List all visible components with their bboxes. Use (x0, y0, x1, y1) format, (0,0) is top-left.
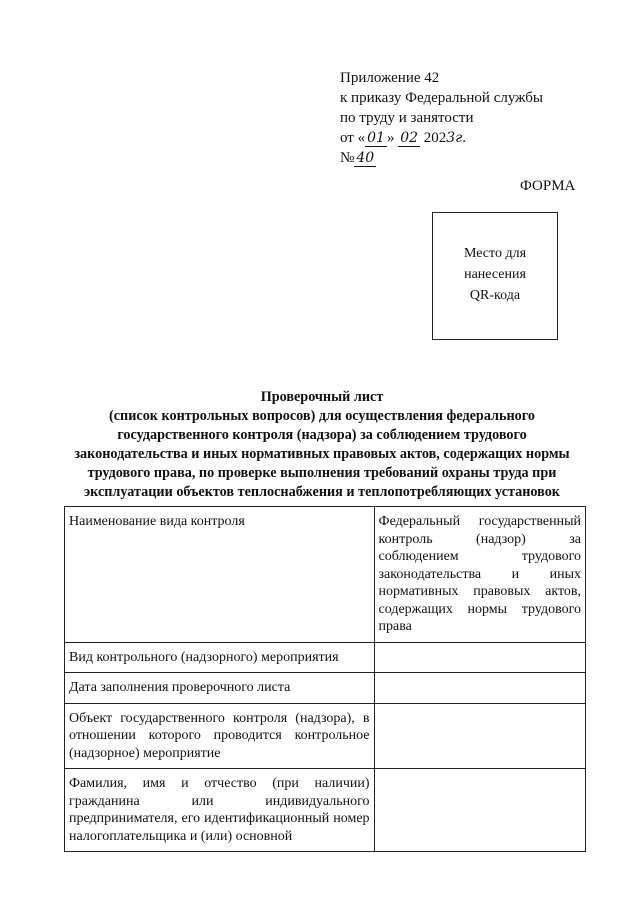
number-label: № (340, 150, 355, 166)
row-value (374, 673, 585, 704)
row-label: Вид контрольного (надзорного) мероприятия (65, 642, 375, 673)
qr-text-line2: нанесения (464, 267, 526, 282)
qr-text-line3: QR-кода (469, 288, 521, 303)
date-day-handwritten: 01 (367, 130, 385, 146)
date-end: . (462, 130, 466, 146)
row-value: Федеральный государственный контроль (надзор) за соблюдением трудового законодательства и иных нормативных правовых актов, содержащих нормы трудового права (374, 507, 585, 643)
qr-text-line1: Место для (463, 246, 527, 261)
table-row (65, 507, 586, 643)
order-reference-cont: по труду и занятости (340, 110, 474, 126)
form-label: ФОРМА (520, 178, 576, 194)
row-label: Фамилия, имя и отчество (при наличии) гражданина или индивидуального предпринимателя, его идентификационный номер налогоплательщика и (или) основной (65, 769, 375, 852)
info-table (64, 506, 586, 852)
title-line: (список контрольных вопросов) для осуществления федерального (109, 408, 535, 424)
row-value (374, 642, 585, 673)
row-label: Дата заполнения проверочного листа (65, 673, 375, 704)
order-number (340, 148, 543, 168)
date-year-prefix: 202 (420, 130, 447, 146)
date-year-handwritten: 3г (446, 130, 463, 146)
order-reference: к приказу Федеральной службы (340, 90, 544, 106)
row-value (374, 703, 585, 769)
document-title (60, 388, 584, 502)
qr-code-placeholder (432, 212, 558, 340)
title-line: Проверочный лист (260, 389, 384, 405)
appendix-number: Приложение 42 (340, 70, 440, 86)
appendix-header (340, 68, 543, 168)
date-month-handwritten: 02 (400, 130, 419, 146)
title-line: государственного контроля (надзора) за соблюдением трудового (117, 427, 527, 443)
row-value (374, 769, 585, 852)
date-prefix: от « (340, 130, 366, 146)
table-row (65, 769, 586, 852)
date-mid: » (386, 130, 399, 146)
table-row (65, 703, 586, 769)
title-line: законодательства и иных нормативных правовых актов, содержащих нормы (74, 446, 570, 462)
title-line: трудового права, по проверке выполнения требований охраны труда при (87, 465, 557, 481)
number-handwritten: 40 (356, 150, 375, 166)
row-label: Объект государственного контроля (надзора), в отношении которого проводится контрольное (надзорное) мероприятие (65, 703, 375, 769)
order-date (340, 128, 543, 148)
title-line: эксплуатации объектов теплоснабжения и теплопотребляющих установок (84, 484, 560, 500)
table-row (65, 673, 586, 704)
row-label: Наименование вида контроля (65, 507, 375, 643)
table-row (65, 642, 586, 673)
